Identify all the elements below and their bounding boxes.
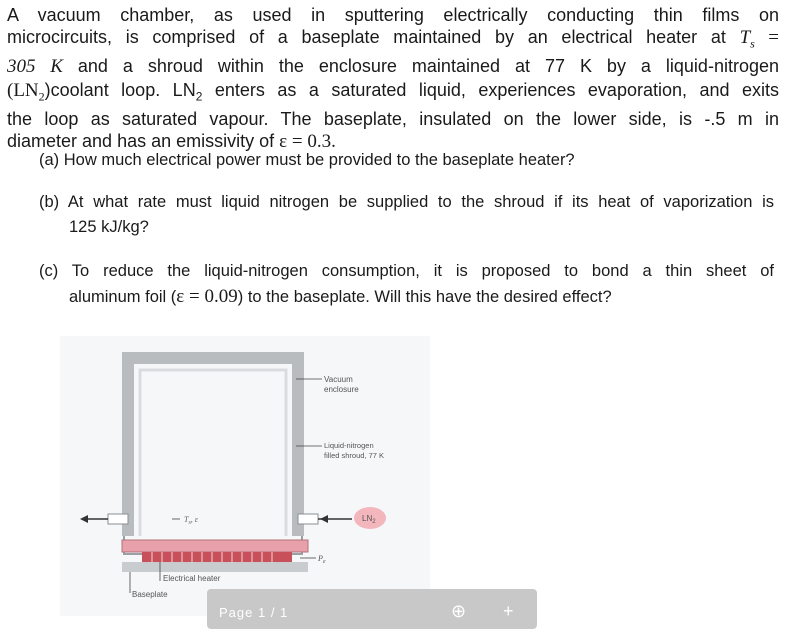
problem-line-4: $(LN_2)coolant$ loop. $LN_2$ enters as a saturated liquid, experiences evaporation, and exits (7, 79, 779, 104)
right-pipe (298, 514, 318, 524)
label-baseplate: Baseplate (132, 590, 168, 599)
problem-line-6: diameter and has an emissivity of ε = 0.3. (7, 131, 336, 153)
label-vacuum: Vacuum (324, 375, 353, 384)
label-pe: $P_e$ (318, 554, 326, 565)
page-indicator: Page 1 / 1 (219, 605, 289, 620)
baseplate (122, 540, 308, 552)
label-enclosure: enclosure (324, 385, 359, 394)
question-c: (c) To reduce the liquid-nitrogen consumption, it is proposed to bond a thin sheet of aluminum foil (ε = 0.09) to the baseplate. Will this have the desired effect? (39, 262, 774, 307)
question-b: (b) At what rate must liquid nitrogen be supplied to the shroud if its heat of vaporization is 125 kJ/kg? (39, 193, 774, 236)
problem-statement (7, 4, 779, 154)
viewer-toolbar[interactable] (207, 589, 537, 629)
label-ln2: $LN_2$ (362, 514, 376, 525)
figure-background (60, 336, 430, 616)
problem-line-3: 305 K and a shroud within the enclosure maintained at 77 K by a liquid-nitrogen (7, 56, 779, 78)
left-pipe (108, 514, 128, 524)
problem-line-5: the loop as saturated vapour. The baseplate, insulated on the lower side, is -.5 m in (7, 108, 779, 129)
zoom-in-icon[interactable]: ⊕ (451, 601, 467, 621)
label-ln-shroud-1: Liquid-nitrogen (324, 441, 374, 450)
vacuum-chamber-figure (60, 336, 430, 616)
label-heater: Electrical heater (163, 574, 221, 583)
label-ln-shroud-2: filled shroud, 77 K (324, 451, 385, 460)
problem-line-1: A vacuum chamber, as used in sputtering electrically conducting thin films on (7, 5, 779, 25)
plus-icon[interactable]: + (503, 601, 514, 621)
label-ts-eps: $T_s$, ε (184, 515, 198, 526)
problem-line-2: microcircuits, is comprised of a baseplate maintained by an electrical heater at $T_s$ = (7, 27, 779, 51)
electrical-heater (142, 552, 292, 562)
insulation (122, 562, 308, 572)
question-a: (a) How much electrical power must be provided to the baseplate heater? (39, 151, 575, 169)
